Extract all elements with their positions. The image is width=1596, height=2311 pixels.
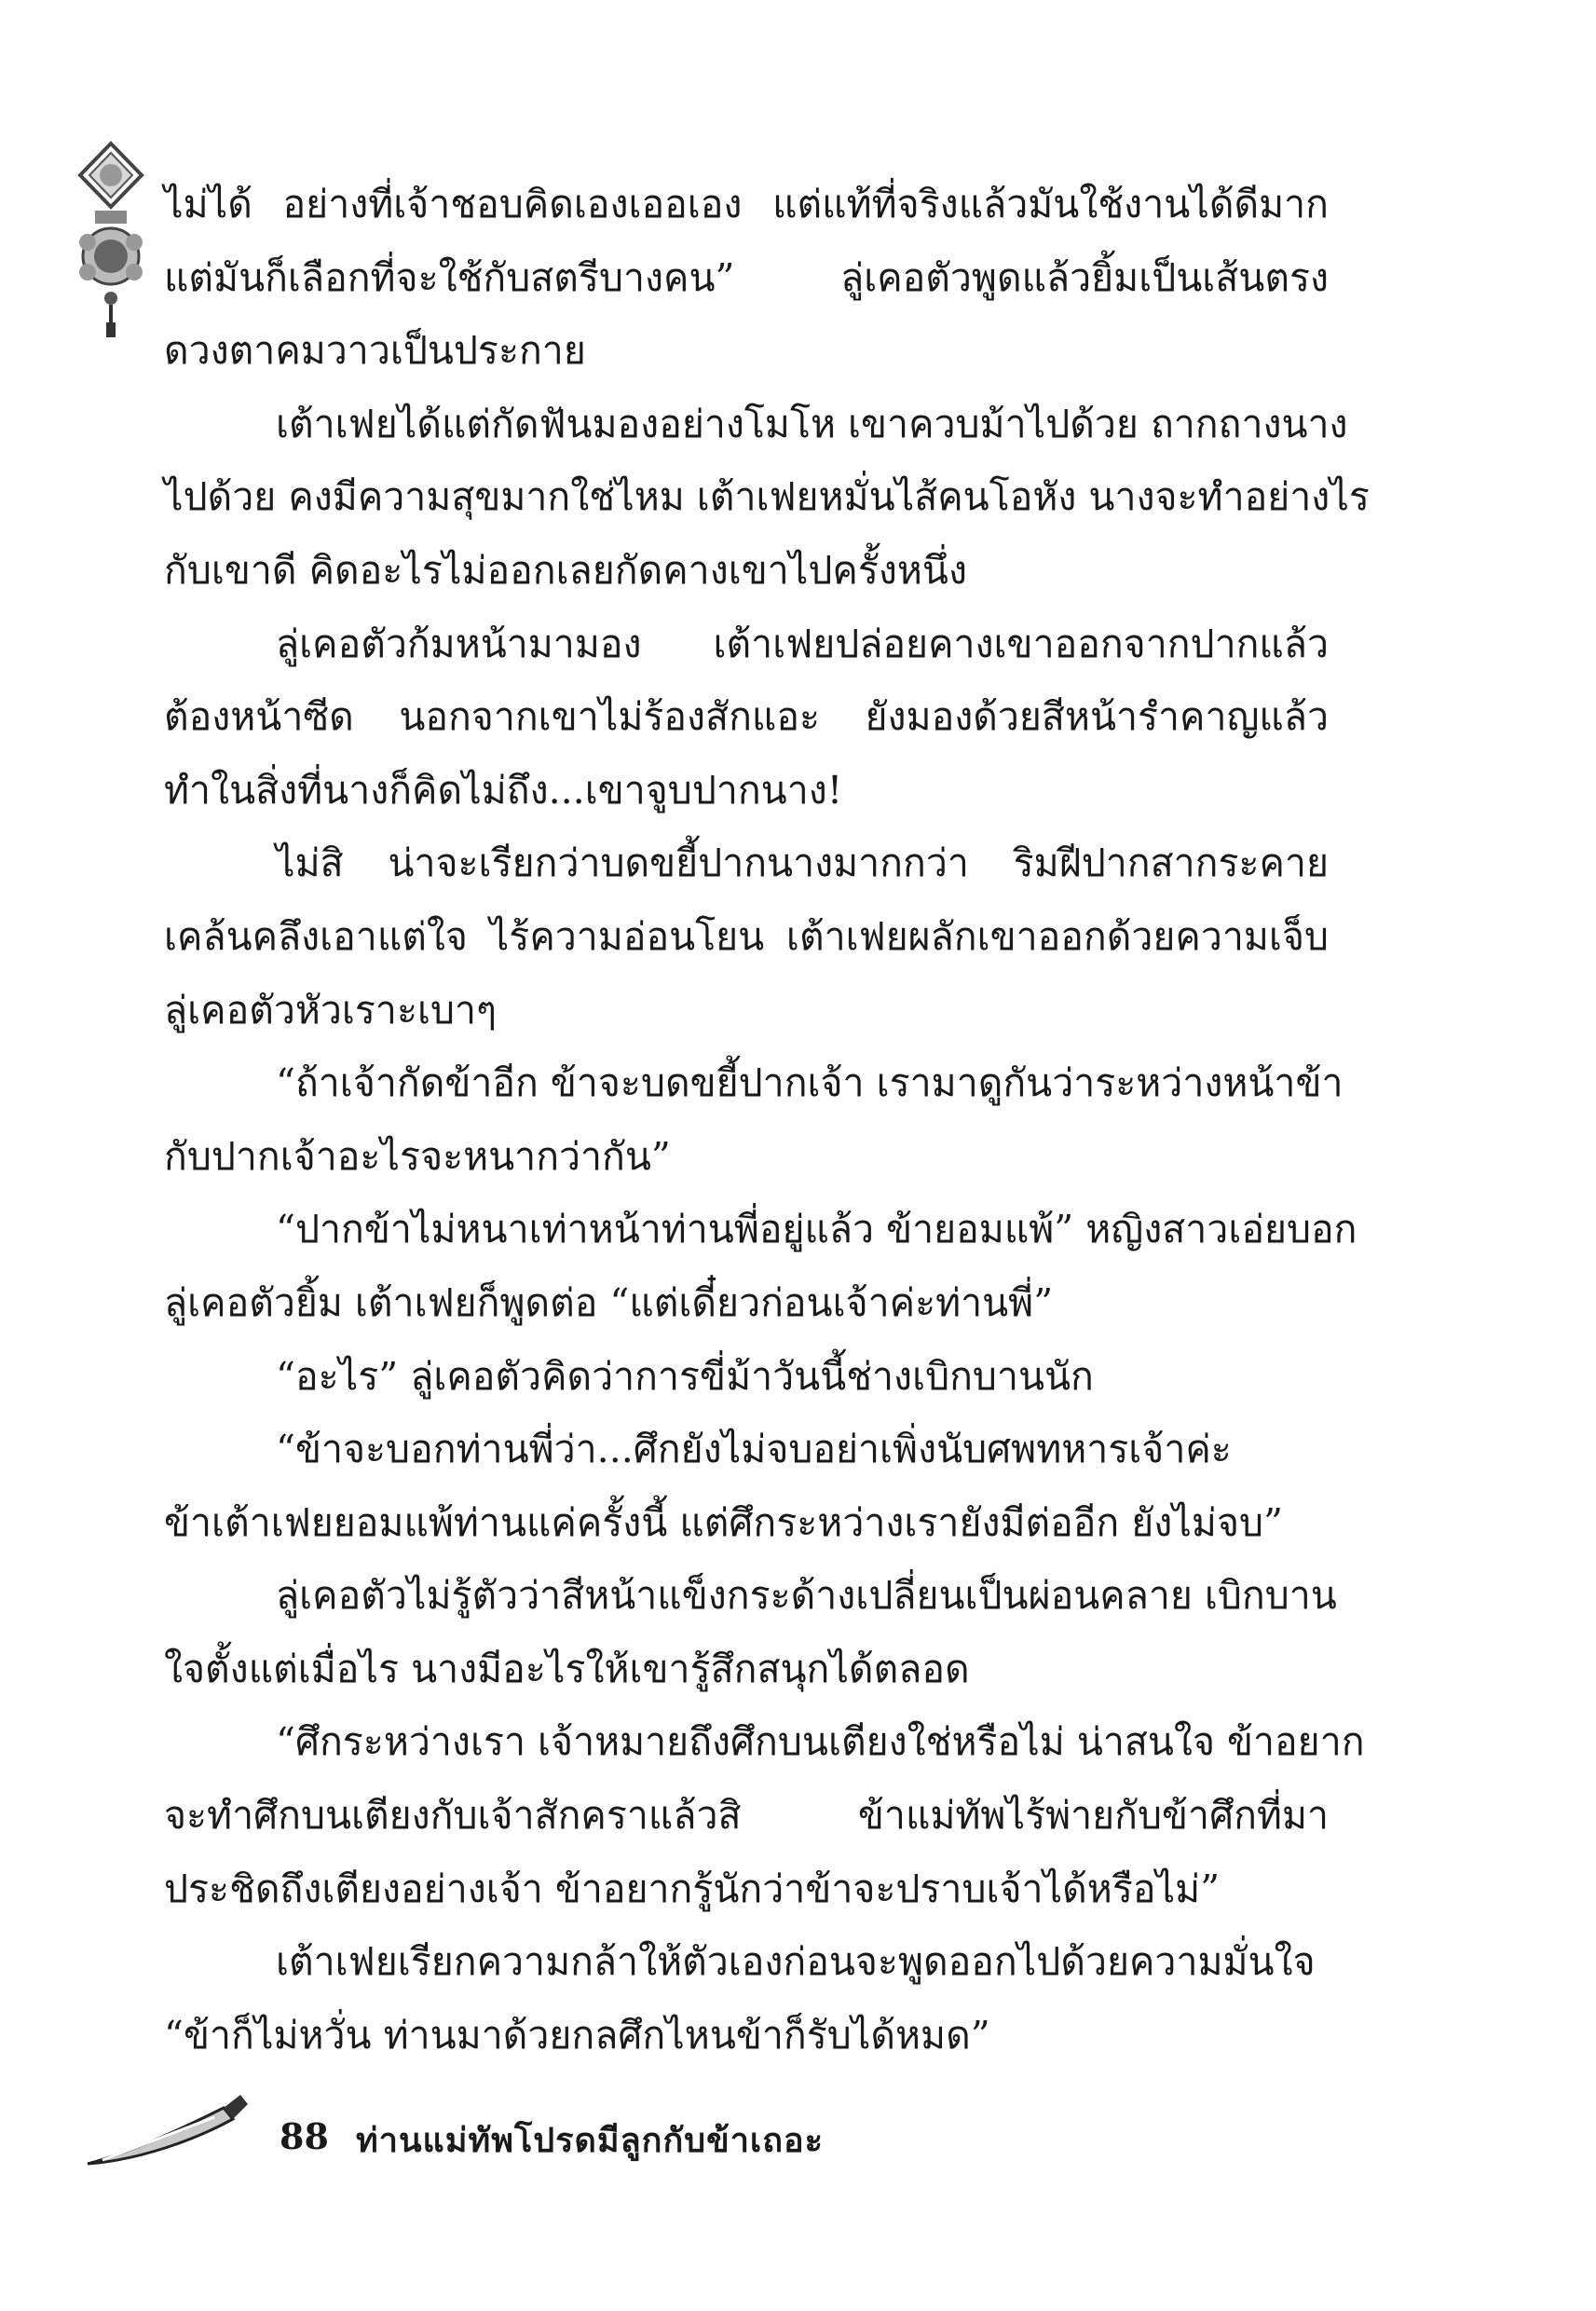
text-line: “ศึกระหว่างเรา เจ้าหมายถึงศึกบนเตียงใช่หรือไม่ น่าสนใจ ข้าอยาก bbox=[276, 1719, 1365, 1765]
text-line: ไม่ได้ อย่างที่เจ้าชอบคิดเองเออเอง แต่แท้ที่จริงแล้วมันใช้งานได้ดีมาก bbox=[164, 182, 1329, 226]
page-footer bbox=[84, 2087, 1016, 2171]
text-line: เต้าเฟยได้แต่กัดฟันมองอย่างโมโห เขาควบม้าไปด้วย ถากถางนาง bbox=[276, 401, 1348, 446]
text-line: “อะไร” ลู่เคอตัวคิดว่าการขี่ม้าวันนี้ช่างเบิกบานนัก bbox=[276, 1353, 1094, 1399]
text-line: กับเขาดี คิดอะไรไม่ออกเลยกัดคางเขาไปครั้งหนึ่ง bbox=[164, 547, 967, 593]
text-line: เต้าเฟยเรียกความกล้าให้ตัวเองก่อนจะพูดออกไปด้วยความมั่นใจ bbox=[276, 1939, 1316, 1985]
body-text bbox=[164, 168, 1370, 2072]
text-line: ลู่เคอตัวยิ้ม เต้าเฟยก็พูดต่อ “แต่เดี๋ยวก่อนเจ้าค่ะท่านพี่” bbox=[164, 1279, 1054, 1325]
text-line: “ข้าก็ไม่หวั่น ท่านมาด้วยกลศึกไหนข้าก็รับได้หมด” bbox=[164, 2012, 990, 2058]
text-line: “ถ้าเจ้ากัดข้าอีก ข้าจะบดขยี้ปากเจ้า เรามาดูกันว่าระหว่างหน้าข้า bbox=[276, 1060, 1344, 1106]
text-line: ข้าเต้าเฟยยอมแพ้ท่านแค่ครั้งนี้ แต่ศึกระหว่างเรายังมีต่ออีก ยังไม่จบ” bbox=[164, 1499, 1283, 1545]
text-line: ดวงตาคมวาวเป็นประกาย bbox=[164, 328, 586, 374]
text-line: “ข้าจะบอกท่านพี่ว่า...ศึกยังไม่จบอย่าเพิ่งนับศพทหารเจ้าค่ะ bbox=[276, 1427, 1232, 1472]
text-line: กับปากเจ้าอะไรจะหนากว่ากัน” bbox=[164, 1133, 671, 1179]
text-line: “ปากข้าไม่หนาเท่าหน้าท่านพี่อยู่แล้ว ข้ายอมแพ้” หญิงสาวเอ่ยบอก bbox=[276, 1207, 1357, 1252]
text-line: ต้องหน้าซีด นอกจากเขาไม่ร้องสักแอะ ยังมองด้วยสีหน้ารำคาญแล้ว bbox=[164, 694, 1329, 740]
text-line: ไม่สิ น่าจะเรียกว่าบดขยี้ปากนางมากกว่า ริมฝีปากสากระคาย bbox=[276, 841, 1329, 886]
text-line: ทำในสิ่งที่นางก็คิดไม่ถึง...เขาจูบปากนาง! bbox=[164, 767, 843, 813]
text-line: ลู่เคอตัวไม่รู้ตัวว่าสีหน้าแข็งกระด้างเปลี่ยนเป็นผ่อนคลาย เบิกบาน bbox=[276, 1573, 1337, 1619]
page-number: 88 bbox=[280, 2115, 329, 2157]
brush-pen-icon bbox=[84, 2087, 252, 2171]
book-title: ท่านแม่ทัพโปรดมีลูกกับข้าเถอะ bbox=[356, 2121, 824, 2160]
text-line: แต่มันก็เลือกที่จะใช้กับสตรีบางคน” ลู่เคอตัวพูดแล้วยิ้มเป็นเส้นตรง bbox=[164, 254, 1329, 300]
text-line: จะทำศึกบนเตียงกับเจ้าสักคราแล้วสิ ข้าแม่ทัพไร้พ่ายกับข้าศึกที่มา bbox=[164, 1793, 1329, 1839]
text-line: ลู่เคอตัวก้มหน้ามามอง เต้าเฟยปล่อยคางเขาออกจากปากแล้ว bbox=[276, 621, 1329, 666]
text-line: ใจตั้งแต่เมื่อไร นางมีอะไรให้เขารู้สึกสนุกได้ตลอด bbox=[164, 1646, 970, 1691]
text-line: ประชิดถึงเตียงอย่างเจ้า ข้าอยากรู้นักว่าข้าจะปราบเจ้าได้หรือไม่” bbox=[164, 1866, 1221, 1911]
text-line: ลู่เคอตัวหัวเราะเบาๆ bbox=[164, 987, 498, 1032]
text-line: ไปด้วย คงมีความสุขมากใช่ไหม เต้าเฟยหมั่นไส้คนโอหัง นางจะทำอย่างไร bbox=[164, 474, 1370, 520]
text-line: เคล้นคลึงเอาแต่ใจ ไร้ความอ่อนโยน เต้าเฟยผลักเขาออกด้วยความเจ็บ bbox=[164, 913, 1329, 959]
chapter-ornament-icon bbox=[69, 140, 153, 354]
